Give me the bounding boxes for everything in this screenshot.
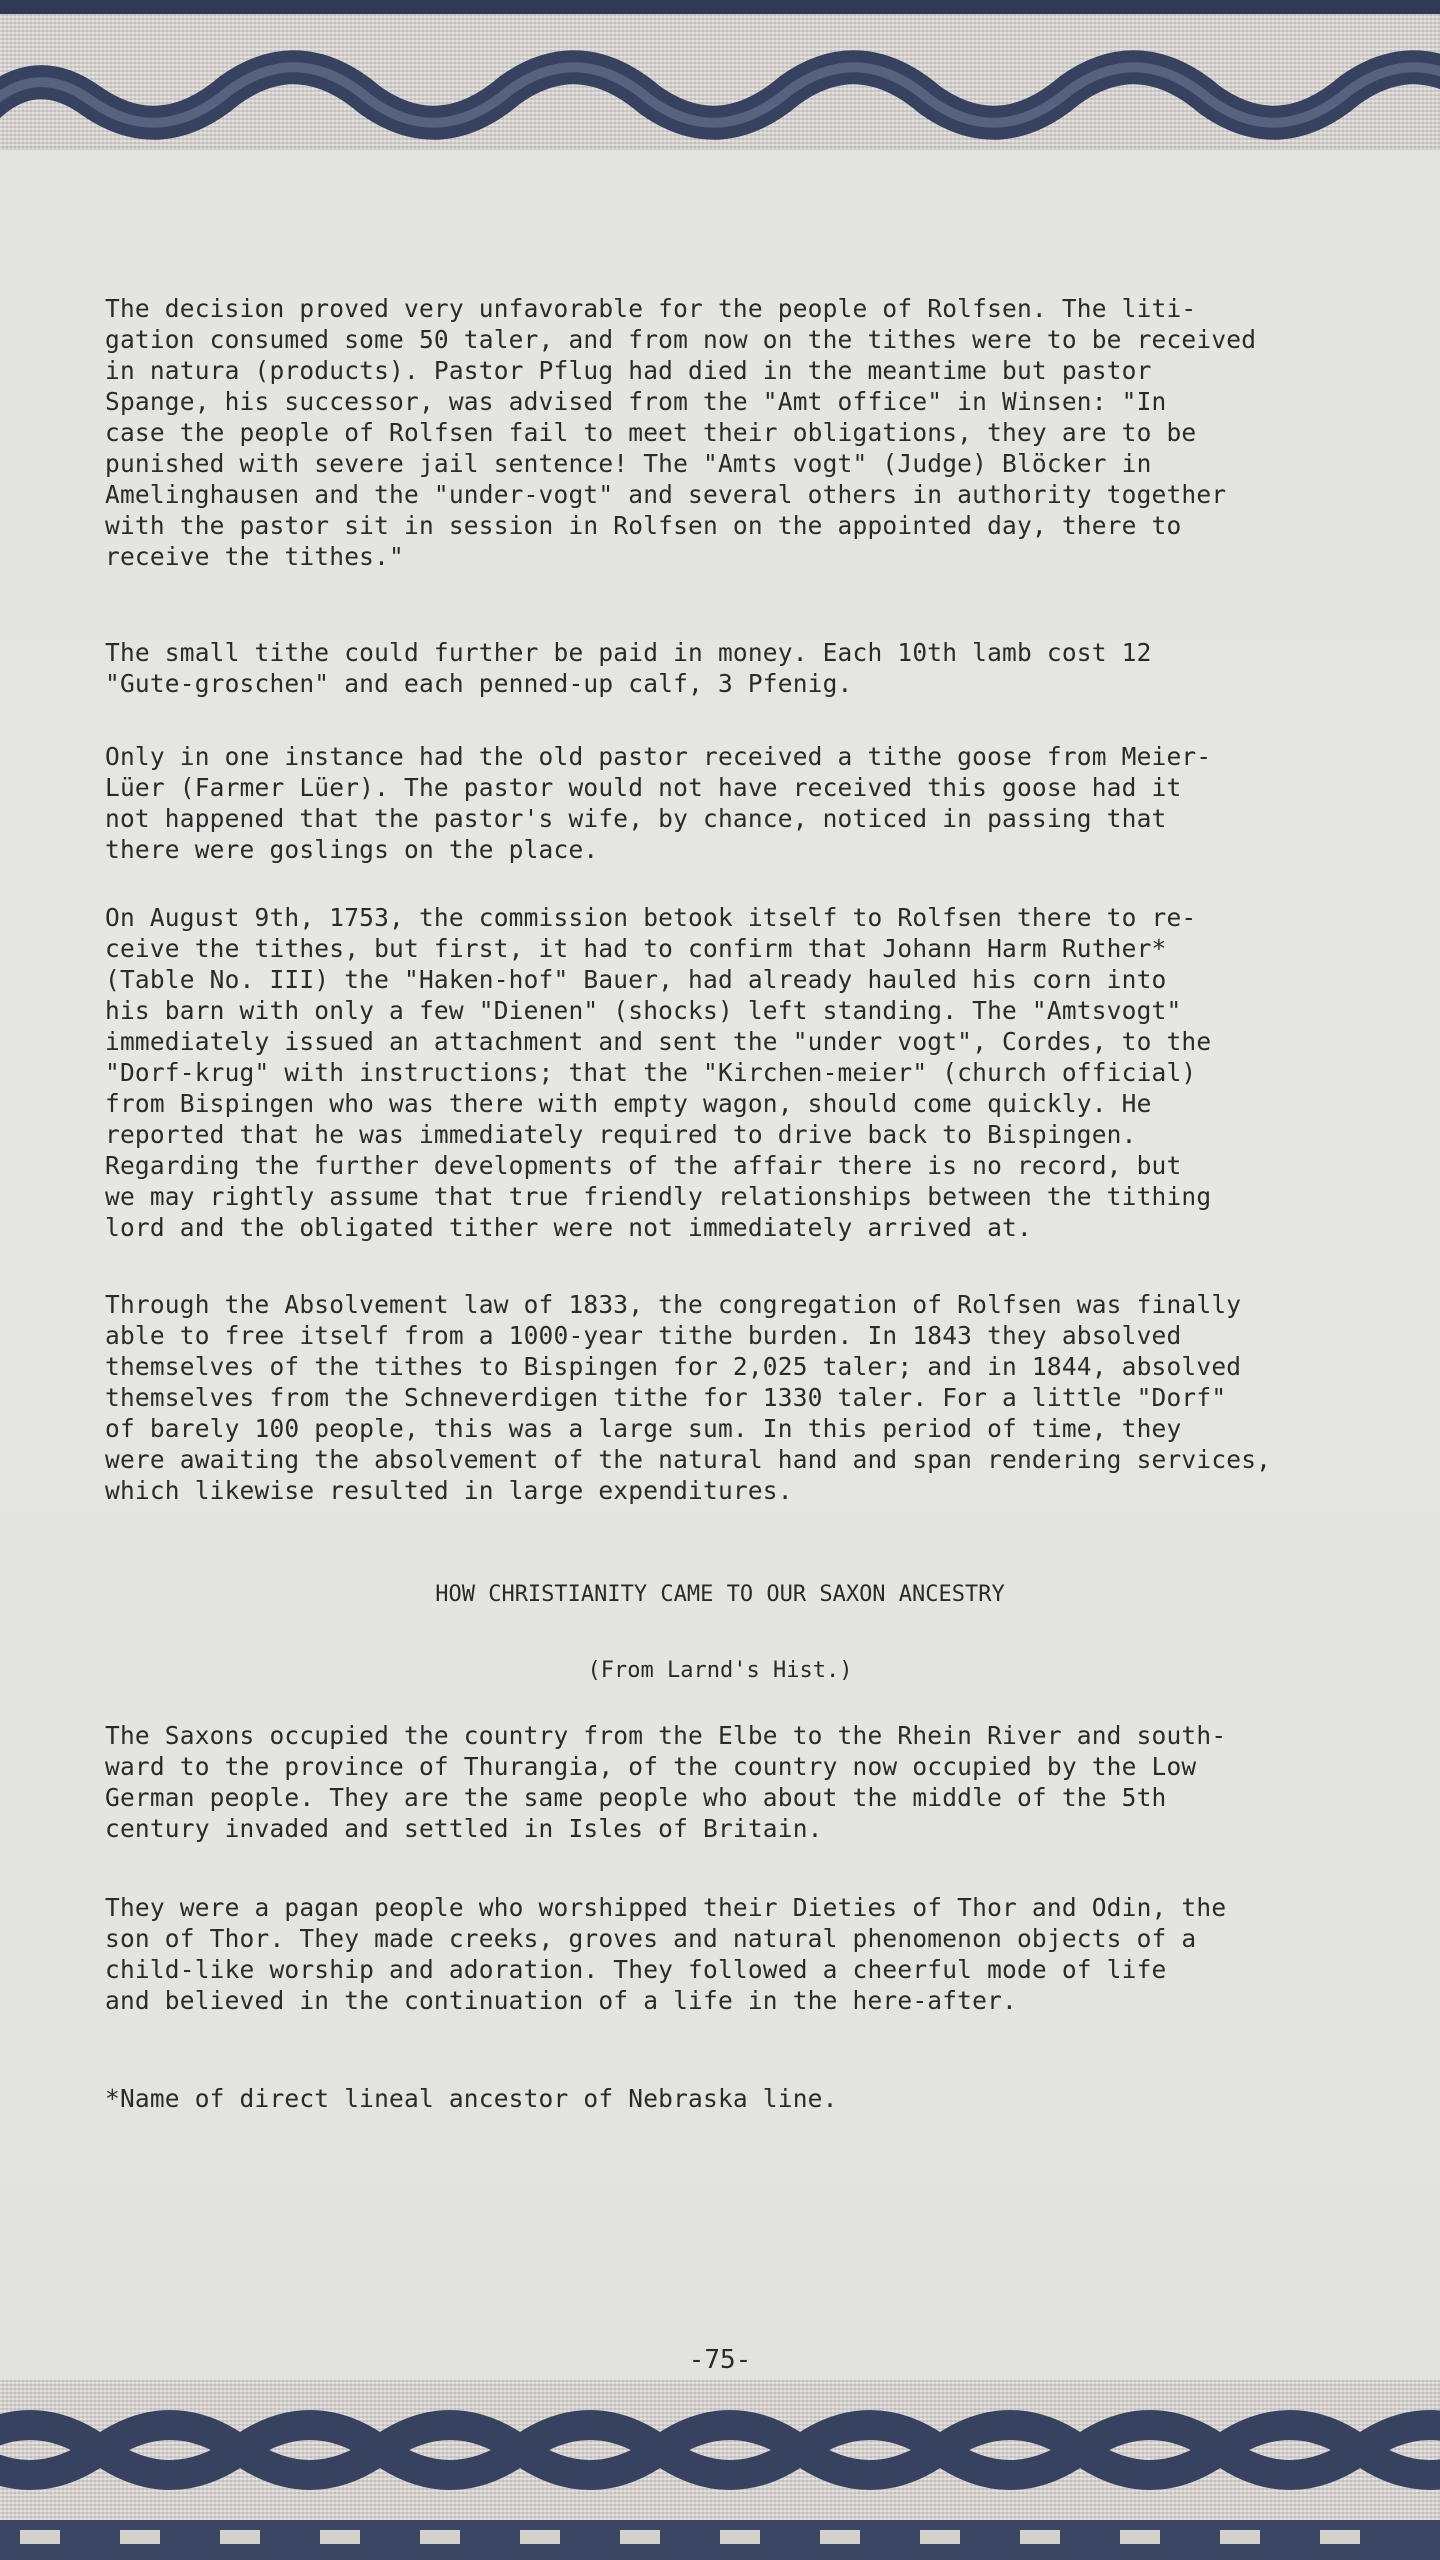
footnote: *Name of direct lineal ancestor of Nebraska line. xyxy=(105,2084,838,2113)
paragraph-1: The decision proved very unfavorable for the people of Rolfsen. The liti- gation consumed some 50 taler, and from now on the tithes were to be received in natura (products). Pastor Pflug had died in the meantime but pastor Spange, his successor, was advised from the "Amt office" in Winsen: "In case the people of Rolfsen fail to meet their obligations, they are to be punished with severe jail sentence! The "Amts vogt" (Judge) Blöcker in Amelinghausen and the "under-vogt" and several others in authority together with the pastor sit in session in Rolfsen on the appointed day, there to receive the tithes." xyxy=(105,294,1257,571)
paragraph-3: Only in one instance had the old pastor received a tithe goose from Meier- Lüer (Farmer Lüer). The pastor would not have received this goose had it not happened that the pastor's wife, by chance, noticed in passing that there were goslings on the place. xyxy=(105,742,1212,864)
fabric-pattern-bottom xyxy=(0,2380,1440,2560)
paragraph-7: They were a pagan people who worshipped their Dieties of Thor and Odin, the son of Thor. They made creeks, groves and natural phenomenon objects of a child-like worship and adoration. They followed a cheerful mode of life and believed in the continuation of a life in the here-after. xyxy=(105,1893,1227,2015)
document-page xyxy=(0,150,1440,2395)
paragraph-4: On August 9th, 1753, the commission betook itself to Rolfsen there to re- ceive the tithes, but first, it had to confirm that Johann Harm Ruther* (Table No. III) the "Haken-hof" Bauer, had already hauled his corn into his barn with only a few "Dienen" (shocks) left standing. The "Amtsvogt" immediately issued an attachment and sent the "under vogt", Cordes, to the "Dorf-krug" with instructions; that the "Kirchen-meier" (church official) from Bispingen who was there with empty wagon, should come quickly. He reported that he was immediately required to drive back to Bispingen. Regarding the further developments of the affair there is no record, but we may rightly assume that true friendly relationships between the tithing lord and the obligated tither were not immediately arrived at. xyxy=(105,903,1212,1242)
paragraph-6: The Saxons occupied the country from the Elbe to the Rhein River and south- ward to the province of Thurangia, of the country now occupied by the Low German people. They are the same people who about the middle of the 5th century invaded and settled in Isles of Britain. xyxy=(105,1721,1227,1843)
section-heading: HOW CHRISTIANITY CAME TO OUR SAXON ANCESTRY xyxy=(435,1582,1005,1607)
section-subheading: (From Larnd's Hist.) xyxy=(587,1658,853,1683)
fabric-border-bottom xyxy=(0,2380,1440,2560)
fabric-border-top xyxy=(0,0,1440,170)
page-number: -75- xyxy=(688,2345,752,2375)
paragraph-2: The small tithe could further be paid in money. Each 10th lamb cost 12 "Gute-groschen" and each penned-up calf, 3 Pfenig. xyxy=(105,638,1152,698)
fabric-pattern-top xyxy=(0,0,1440,170)
paragraph-5: Through the Absolvement law of 1833, the congregation of Rolfsen was finally able to free itself from a 1000-year tithe burden. In 1843 they absolved themselves of the tithes to Bispingen for 2,025 taler; and in 1844, absolved themselves from the Schneverdigen tithe for 1330 taler. For a little "Dorf" of barely 100 people, this was a large sum. In this period of time, they were awaiting the absolvement of the natural hand and span rendering services, which likewise resulted in large expenditures. xyxy=(105,1290,1272,1505)
